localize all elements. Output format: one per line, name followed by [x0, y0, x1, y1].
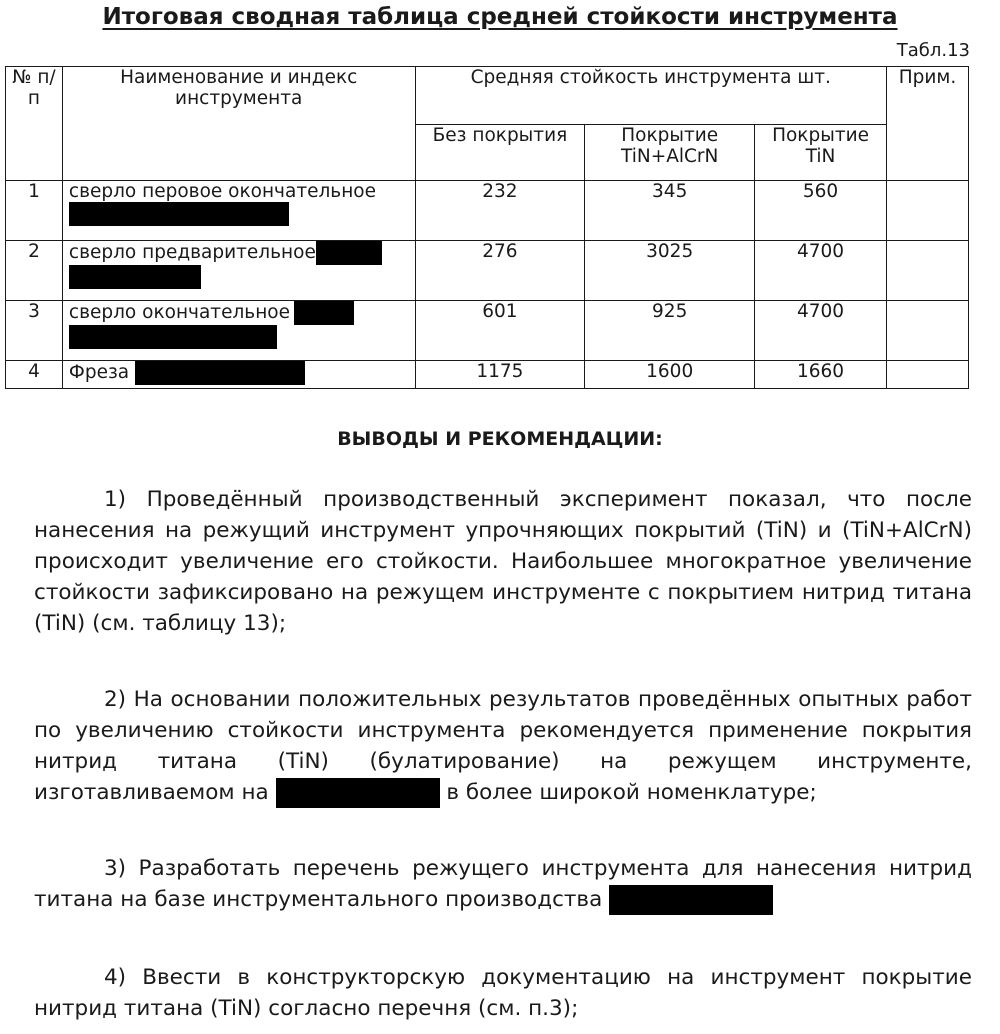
row-note	[887, 241, 969, 301]
row-note	[887, 301, 969, 361]
row-name: сверло окончательное	[68, 302, 290, 323]
header-avg: Средняя стойкость инструмента шт.	[415, 67, 886, 125]
table-row	[6, 181, 969, 241]
redaction-box	[135, 361, 305, 385]
row-name-cell	[62, 241, 415, 301]
redaction-box	[316, 241, 382, 265]
header-num: № п/п	[6, 67, 63, 181]
row-note	[887, 361, 969, 389]
row-tin: 1660	[755, 361, 887, 389]
row-tin: 4700	[755, 241, 887, 301]
header-no-coating: Без покрытия	[415, 125, 585, 181]
row-name: сверло перовое окончательное	[68, 181, 377, 202]
table-row	[6, 301, 969, 361]
row-tin-alcrn: 345	[585, 181, 755, 241]
summary-table	[5, 66, 969, 389]
row-name-cell	[62, 181, 415, 241]
redaction-box	[69, 202, 289, 226]
document-title: Итоговая сводная таблица средней стойкости инструмента	[102, 4, 898, 30]
row-no-coating: 1175	[415, 361, 585, 389]
row-name-cell	[62, 361, 415, 389]
paragraph-2	[34, 684, 972, 808]
redaction-box	[69, 325, 277, 349]
table-label: Табл.13	[896, 40, 970, 61]
row-tin-alcrn: 925	[585, 301, 755, 361]
row-tin-alcrn: 1600	[585, 361, 755, 389]
table-row	[6, 361, 969, 389]
row-no-coating: 601	[415, 301, 585, 361]
row-tin: 560	[755, 181, 887, 241]
conclusions-heading: ВЫВОДЫ И РЕКОМЕНДАЦИИ:	[337, 428, 663, 450]
paragraph-3-text: 3) Разработать перечень режущего инструмента для нанесения нитрид титана на базе инструментального производства	[34, 856, 972, 912]
header-name: Наименование и индекс инструмента	[62, 67, 415, 181]
table-row	[6, 241, 969, 301]
paragraph-2-text-a: 2) На основании положительных результатов проведённых опытных работ по увеличению стойкости инструмента рекомендуется применение покрытия нитрид титана (TiN) (булатирование) на режущем инструменте, изготавливаемом на	[34, 687, 972, 805]
redaction-box	[276, 778, 440, 808]
paragraph-4-text: 4) Ввести в конструкторскую документацию на инструмент покрытие нитрид титана (TiN) согласно перечня (см. п.3);	[34, 965, 972, 1021]
row-name-cell	[62, 301, 415, 361]
redaction-box	[294, 301, 354, 325]
paragraph-1	[34, 484, 972, 639]
row-no-coating: 232	[415, 181, 585, 241]
row-num: 1	[6, 181, 63, 241]
redaction-box	[609, 885, 773, 915]
paragraph-4	[34, 962, 972, 1024]
paragraph-1-text: 1) Проведённый производственный эксперимент показал, что после нанесения на режущий инструмент упрочняющих покрытий (TiN) и (TiN+AlCrN) происходит увеличение его стойкости. Наибольшее многократное увеличение стойкости зафиксировано на режущем инструменте с покрытием нитрид титана (TiN) (см. таблицу 13);	[34, 487, 972, 636]
row-num: 4	[6, 361, 63, 389]
row-tin: 4700	[755, 301, 887, 361]
row-name: сверло предварительное	[68, 242, 316, 263]
row-num: 2	[6, 241, 63, 301]
header-tin-alcrn: Покрытие TiN+AlCrN	[585, 125, 755, 181]
paragraph-3	[34, 853, 972, 915]
redaction-box	[69, 265, 201, 289]
header-note: Прим.	[887, 67, 969, 181]
paragraph-2-text-b: в более широкой номенклатуре;	[446, 780, 817, 805]
row-name: Фреза	[68, 362, 130, 383]
row-no-coating: 276	[415, 241, 585, 301]
header-tin: Покрытие TiN	[755, 125, 887, 181]
row-num: 3	[6, 301, 63, 361]
row-tin-alcrn: 3025	[585, 241, 755, 301]
row-note	[887, 181, 969, 241]
